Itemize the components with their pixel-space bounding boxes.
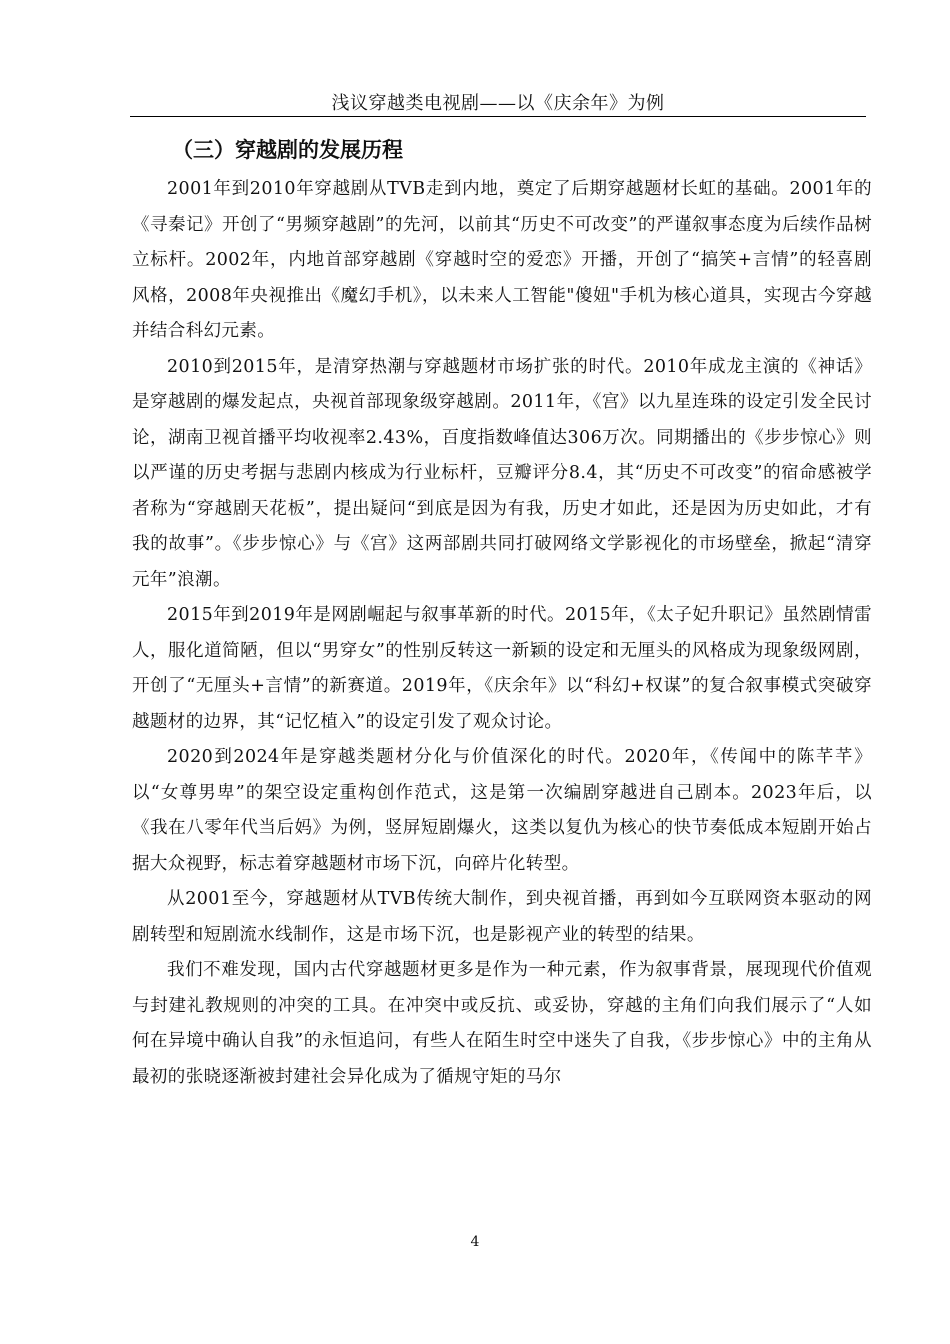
- page-number: 4: [470, 1234, 480, 1250]
- paragraph-5: 从2001至今，穿越题材从TVB传统大制作，到央视首播，再到如今互联网资本驱动的网剧转型和短剧流水线制作，这是市场下沉，也是影视产业的转型的结果。: [132, 889, 872, 945]
- header-rule: [130, 116, 866, 117]
- paragraph-4: 2020到2024年是穿越类题材分化与价值深化的时代。2020年，《传闻中的陈芊芊》以“女尊男卑”的架空设定重构创作范式，这是第一次编剧穿越进自己剧本。2023年后，以《我在八零年代当后妈》为例，竖屏短剧爆火，这类以复仇为核心的快节奏低成本短剧开始占据大众视野，标志着穿越题材市场下沉，向碎片化转型。: [132, 747, 872, 874]
- paragraph-1: 2001年到2010年穿越剧从TVB走到内地，奠定了后期穿越题材长虹的基础。2001年的《寻秦记》开创了“男频穿越剧”的先河，以前其“历史不可改变”的严谨叙事态度为后续作品树立标杆。2002年，内地首部穿越剧《穿越时空的爱恋》开播，开创了“搞笑+言情”的轻喜剧风格，2008年央视推出《魔幻手机》，以未来人工智能"傻妞"手机为核心道具，实现古今穿越并结合科幻元素。: [132, 179, 872, 341]
- paragraph-6: 我们不难发现，国内古代穿越题材更多是作为一种元素，作为叙事背景，展现现代价值观与封建礼教规则的冲突的工具。在冲突中或反抗、或妥协，穿越的主角们向我们展示了“人如何在异境中确认自我”的永恒追问，有些人在陌生时空中迷失了自我，《步步惊心》中的主角从最初的张晓逐渐被封建社会异化成为了循规守矩的马尔: [132, 960, 872, 1087]
- paragraph-2: 2010到2015年，是清穿热潮与穿越题材市场扩张的时代。2010年成龙主演的《神话》是穿越剧的爆发起点，央视首部现象级穿越剧。2011年，《宫》以九星连珠的设定引发全民讨论，湖南卫视首播平均收视率2.43%，百度指数峰值达306万次。同期播出的《步步惊心》则以严谨的历史考据与悲剧内核成为行业标杆，豆瓣评分8.4，其“历史不可改变”的宿命感被学者称为“穿越剧天花板”，提出疑问“到底是因为有我，历史才如此，还是因为历史如此，才有我的故事”。《步步惊心》与《宫》这两部剧共同打破网络文学影视化的市场壁垒，掀起“清穿元年”浪潮。: [132, 356, 872, 590]
- running-header: 浅议穿越类电视剧——以《庆余年》为例: [331, 93, 665, 114]
- paragraph-3: 2015年到2019年是网剧崛起与叙事革新的时代。2015年，《太子妃升职记》虽然剧情雷人，服化道简陋，但以“男穿女”的性别反转这一新颖的设定和无厘头的风格成为现象级网剧，开创了“无厘头+言情”的新赛道。2019年，《庆余年》以“科幻+权谋”的复合叙事模式突破穿越题材的边界，其“记忆植入”的设定引发了观众讨论。: [132, 605, 872, 732]
- body-text: [132, 172, 872, 1095]
- section-heading: （三）穿越剧的发展历程: [172, 138, 403, 162]
